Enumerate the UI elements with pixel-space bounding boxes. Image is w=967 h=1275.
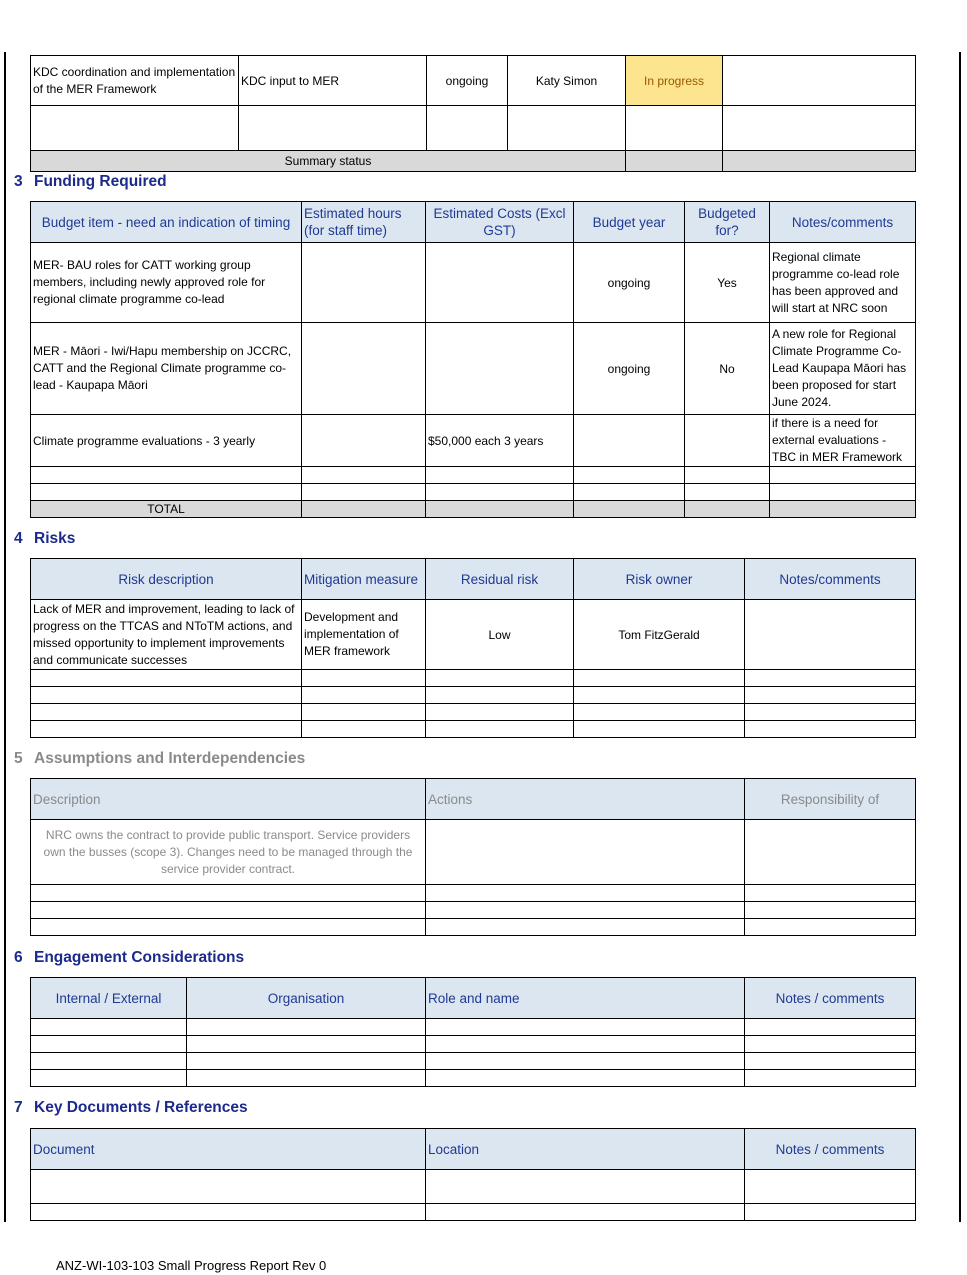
action-timing: ongoing (427, 56, 508, 106)
empty-cell (626, 106, 723, 151)
section-heading-funding (14, 173, 167, 191)
header-description: Description (31, 779, 426, 820)
action-owner: Katy Simon (508, 56, 626, 106)
action-description: KDC coordination and implementation of the MER Framework (31, 56, 239, 106)
action-notes (723, 56, 916, 106)
header-budget-item: Budget item - need an indication of timing (31, 202, 302, 243)
header-risk-description: Risk description (31, 559, 302, 600)
left-page-border (4, 52, 6, 1222)
summary-status-value (626, 151, 723, 172)
header-organisation: Organisation (187, 978, 426, 1019)
header-document: Document (31, 1129, 426, 1170)
funding-table (30, 201, 916, 518)
documents-table (30, 1128, 916, 1221)
assumptions-table (30, 778, 916, 936)
empty-cell (427, 106, 508, 151)
risks-table (30, 558, 916, 738)
budget-item: MER- BAU roles for CATT working group members, including newly approved role for regional climate programme co-lead (31, 243, 302, 323)
estimated-costs: $50,000 each 3 years (426, 415, 574, 467)
section-heading-risks (14, 530, 75, 548)
section-heading-assumptions (14, 750, 305, 768)
header-notes: Notes / comments (745, 1129, 916, 1170)
section-number: 6 (14, 949, 23, 966)
header-risk-owner: Risk owner (574, 559, 745, 600)
table-row (31, 243, 916, 323)
risk-notes (745, 600, 916, 670)
section-number: 5 (14, 750, 23, 767)
estimated-hours (302, 323, 426, 415)
table-row (31, 415, 916, 467)
header-notes: Notes / comments (745, 978, 916, 1019)
summary-status-notes (723, 151, 916, 172)
action-deliverable: KDC input to MER (239, 56, 427, 106)
section-title: Engagement Considerations (34, 949, 245, 966)
section-title: Assumptions and Interdependencies (34, 750, 306, 767)
section-number: 7 (14, 1099, 23, 1116)
section-title: Key Documents / References (34, 1099, 248, 1116)
top-action-table (30, 55, 916, 172)
budget-notes: if there is a need for external evaluations - TBC in MER Framework (770, 415, 916, 467)
right-page-border (959, 52, 961, 1222)
header-actions: Actions (426, 779, 745, 820)
header-estimated-hours: Estimated hours (for staff time) (302, 202, 426, 243)
summary-status-label: Summary status (31, 151, 626, 172)
table-row (31, 323, 916, 415)
estimated-hours (302, 415, 426, 467)
section-number: 3 (14, 173, 23, 190)
total-label: TOTAL (31, 501, 302, 518)
assumption-actions (426, 820, 745, 885)
assumption-description: NRC owns the contract to provide public transport. Service providers own the busses (scope 3). Changes need to be managed through the service provider contract. (31, 820, 426, 885)
header-location: Location (426, 1129, 745, 1170)
risk-description: Lack of MER and improvement, leading to lack of progress on the TTCAS and NToTM actions, and missed opportunity to implement improvements and communicate successes (31, 600, 302, 670)
header-notes: Notes/comments (770, 202, 916, 243)
risk-owner: Tom FitzGerald (574, 600, 745, 670)
header-responsibility: Responsibility of (745, 779, 916, 820)
empty-cell (239, 106, 427, 151)
estimated-hours (302, 243, 426, 323)
empty-cell (31, 106, 239, 151)
header-residual-risk: Residual risk (426, 559, 574, 600)
budget-year: ongoing (574, 323, 685, 415)
status-badge: In progress (626, 56, 723, 106)
budget-year: ongoing (574, 243, 685, 323)
budgeted-for: No (685, 323, 770, 415)
budgeted-for (685, 415, 770, 467)
estimated-costs (426, 323, 574, 415)
budget-year (574, 415, 685, 467)
header-estimated-costs: Estimated Costs (Excl GST) (426, 202, 574, 243)
budgeted-for: Yes (685, 243, 770, 323)
section-title: Risks (34, 530, 76, 547)
table-row (31, 820, 916, 885)
section-title: Funding Required (34, 173, 167, 190)
section-heading-documents (14, 1099, 248, 1117)
empty-cell (723, 106, 916, 151)
residual-risk: Low (426, 600, 574, 670)
footer-doc-reference: ANZ-WI-103-103 Small Progress Report Rev 0 (56, 1258, 327, 1273)
estimated-costs (426, 243, 574, 323)
section-number: 4 (14, 530, 23, 547)
mitigation-measure: Development and implementation of MER framework (302, 600, 426, 670)
assumption-responsibility (745, 820, 916, 885)
header-budget-year: Budget year (574, 202, 685, 243)
budget-notes: Regional climate programme co-lead role has been approved and will start at NRC soon (770, 243, 916, 323)
header-internal-external: Internal / External (31, 978, 187, 1019)
budget-item: MER - Māori - Iwi/Hapu membership on JCCRC, CATT and the Regional Climate programme co-lead - Kaupapa Māori (31, 323, 302, 415)
table-row (31, 600, 916, 670)
header-mitigation: Mitigation measure (302, 559, 426, 600)
empty-cell (508, 106, 626, 151)
section-heading-engagement (14, 949, 244, 967)
budget-notes: A new role for Regional Climate Programme Co-Lead Kaupapa Māori has been proposed for start June 2024. (770, 323, 916, 415)
header-role-name: Role and name (426, 978, 745, 1019)
engagement-table (30, 977, 916, 1087)
budget-item: Climate programme evaluations - 3 yearly (31, 415, 302, 467)
header-notes: Notes/comments (745, 559, 916, 600)
header-budgeted-for: Budgeted for? (685, 202, 770, 243)
